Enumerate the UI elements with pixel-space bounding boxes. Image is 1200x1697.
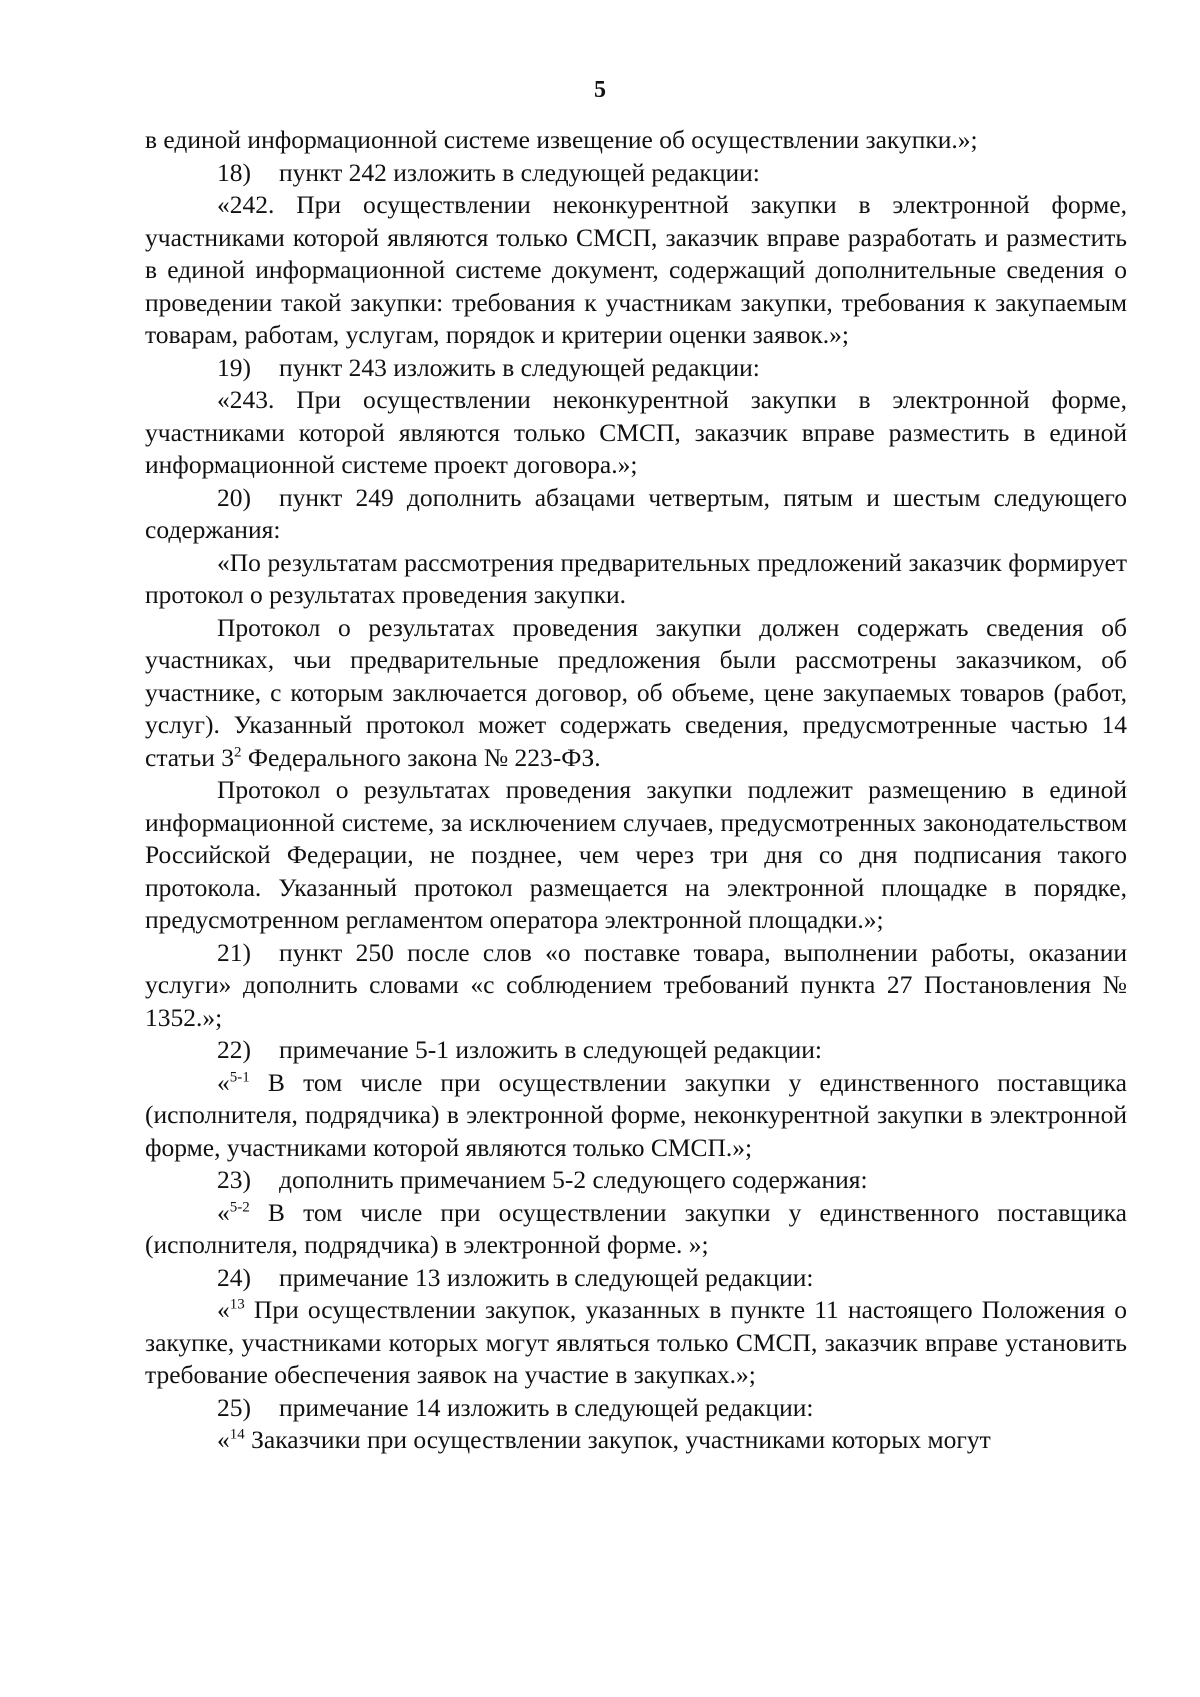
superscript: 5-2 bbox=[229, 1199, 250, 1215]
page-number: 5 bbox=[594, 77, 606, 103]
paragraph-242: «242. При осуществлении неконкурентной закупки в электронной форме, участниками которой являются только СМСП, заказчик вправе разработать и разместить в единой информационной системе документ, содержащий дополнительные сведения о проведении такой закупки: требования к участникам закупки, требования к закупаемым товарам, работам, услугам, порядок и критерии оценки заявок.»; bbox=[145, 190, 1127, 349]
item-number: 20) bbox=[217, 482, 251, 512]
item-text: примечание 13 изложить в следующей редакции: bbox=[279, 1262, 814, 1292]
superscript: 13 bbox=[229, 1296, 245, 1313]
text-segment: В том числе при осуществлении закупки у единственного поставщика (исполнителя, подрядчика) в электронной форме. »; bbox=[145, 1197, 1127, 1259]
item-text: примечание 5-1 изложить в следующей редакции: bbox=[279, 1035, 822, 1064]
item-text: пункт 249 дополнить абзацами четвертым, пятым и шестым следующего содержания: bbox=[145, 482, 1127, 544]
item-number: 24) bbox=[217, 1262, 251, 1292]
note-13 bbox=[145, 1294, 1127, 1392]
document-body bbox=[145, 124, 1127, 1457]
item-number: 18) bbox=[217, 157, 251, 187]
item-number: 25) bbox=[217, 1392, 251, 1422]
list-item-20 bbox=[145, 482, 1127, 547]
text-segment: Протокол о результатах проведения закупки должен содержать сведения об участниках, чьи предварительные предложения были рассмотрены заказчиком, об участнике, с которым заключается договор, об объеме, цене закупаемых товаров (работ, услуг). Указанный протокол может содержать сведения, предусмотренные частью 14 статьи 3 bbox=[145, 612, 1127, 772]
item-text: дополнить примечанием 5-2 следующего содержания: bbox=[279, 1165, 868, 1194]
list-item-24 bbox=[145, 1262, 1127, 1295]
list-item-18 bbox=[145, 157, 1127, 190]
paragraph-243: «243. При осуществлении неконкурентной закупки в электронной форме, участниками которой являются только СМСП, заказчик вправе разместить в единой информационной системе проект договора.»; bbox=[145, 385, 1127, 479]
superscript: 14 bbox=[229, 1426, 245, 1443]
note-5-1 bbox=[145, 1067, 1127, 1165]
list-item-19 bbox=[145, 352, 1127, 385]
text-segment: « bbox=[217, 1067, 230, 1097]
superscript: 5-1 bbox=[229, 1069, 250, 1085]
paragraph-protocol-publication: Протокол о результатах проведения закупки подлежит размещению в единой информационной системе, за исключением случаев, предусмотренных законодательством Российской Федерации, не позднее, чем через три дня со дня подписания такого протокола. Указанный протокол размещается на электронной площадке в порядке, предусмотренном регламентом оператора электронной площадки.»; bbox=[145, 775, 1127, 934]
text-segment: Заказчики при осуществлении закупок, участниками которых могут bbox=[244, 1425, 991, 1454]
list-item-21 bbox=[145, 937, 1127, 1035]
item-number: 19) bbox=[217, 352, 251, 382]
item-text: пункт 250 после слов «о поставке товара, выполнении работы, оказании услуги» дополнить словами «с соблюдением требований пункта 27 Постановления № 1352.»; bbox=[145, 937, 1127, 1032]
note-5-2 bbox=[145, 1197, 1127, 1262]
paragraph-protocol-content bbox=[145, 612, 1127, 775]
paragraph-protocol-intro: «По результатам рассмотрения предварительных предложений заказчик формирует протокол о результатах проведения закупки. bbox=[145, 547, 1127, 609]
item-text: примечание 14 изложить в следующей редакции: bbox=[279, 1392, 814, 1422]
superscript: 2 bbox=[233, 744, 242, 760]
text-segment: « bbox=[217, 1197, 230, 1227]
note-14 bbox=[145, 1424, 1127, 1457]
text-segment: В том числе при осуществлении закупки у единственного поставщика (исполнителя, подрядчика) в электронной форме, неконкурентной закупки в электронной форме, участниками которой являются только СМСП.»; bbox=[145, 1067, 1127, 1162]
text-segment: Федерального закона № 223-ФЗ. bbox=[241, 742, 601, 772]
text-segment: « bbox=[217, 1425, 230, 1454]
text-segment: « bbox=[217, 1295, 230, 1324]
list-item-22 bbox=[145, 1034, 1127, 1067]
item-number: 23) bbox=[217, 1165, 251, 1194]
item-number: 21) bbox=[217, 937, 251, 967]
list-item-25 bbox=[145, 1392, 1127, 1425]
item-text: пункт 242 изложить в следующей редакции: bbox=[279, 157, 760, 187]
list-item-23 bbox=[145, 1164, 1127, 1197]
item-text: пункт 243 изложить в следующей редакции: bbox=[279, 352, 760, 382]
paragraph-1: в единой информационной системе извещение об осуществлении закупки.»; bbox=[145, 125, 978, 154]
text-segment: При осуществлении закупок, указанных в пункте 11 настоящего Положения о закупке, участниками которых могут являться только СМСП, заказчик вправе установить требование обеспечения заявок на участие в закупках.»; bbox=[145, 1295, 1127, 1389]
item-number: 22) bbox=[217, 1035, 251, 1064]
